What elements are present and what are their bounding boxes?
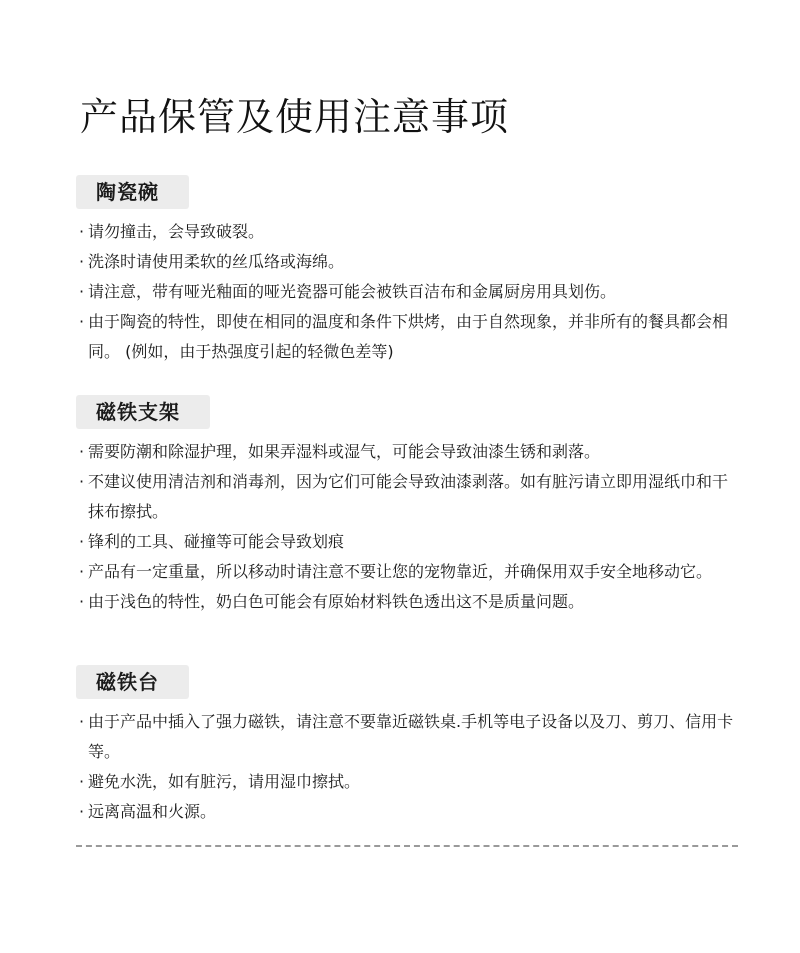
list-item — [76, 587, 736, 617]
item-text: 产品有一定重量，所以移动时请注意不要让您的宠物靠近，并确保用双手安全地移动它。 — [88, 562, 713, 581]
section-magnet-table — [76, 665, 736, 827]
list-item — [76, 217, 736, 247]
item-list — [76, 437, 736, 617]
list-item — [76, 307, 736, 367]
bullet: · — [79, 472, 85, 491]
bullet: · — [79, 772, 85, 791]
bullet: · — [79, 532, 85, 551]
list-item — [76, 767, 736, 797]
list-item — [76, 707, 736, 767]
item-text: 远离高温和火源。 — [88, 802, 217, 821]
item-text: 请注意，带有哑光釉面的哑光瓷器可能会被铁百洁布和金属厨房用具划伤。 — [88, 282, 617, 301]
section-heading: 磁铁支架 — [76, 395, 210, 429]
list-item — [76, 277, 736, 307]
bullet: · — [79, 222, 85, 241]
list-item — [76, 557, 736, 587]
item-text: 需要防潮和除湿护理，如果弄湿料或湿气，可能会导致油漆生锈和剥落。 — [88, 442, 601, 461]
item-text: 避免水洗，如有脏污，请用湿巾擦拭。 — [88, 772, 361, 791]
item-text: 锋利的工具、碰撞等可能会导致划痕 — [88, 532, 345, 551]
item-list — [76, 707, 736, 827]
section-heading: 磁铁台 — [76, 665, 189, 699]
list-item — [76, 797, 736, 827]
bullet: · — [79, 712, 85, 731]
item-text: 由于陶瓷的特性，即使在相同的温度和条件下烘烤，由于自然现象，并非所有的餐具都会相同。 (例如，由于热强度引起的轻微色差等) — [88, 312, 729, 361]
list-item — [76, 247, 736, 277]
item-text: 洗涤时请使用柔软的丝瓜络或海绵。 — [88, 252, 345, 271]
bullet: · — [79, 282, 85, 301]
bullet: · — [79, 592, 85, 611]
bullet: · — [79, 562, 85, 581]
dashed-divider — [76, 845, 738, 847]
item-text: 请勿撞击，会导致破裂。 — [88, 222, 265, 241]
bullet: · — [79, 802, 85, 821]
section-magnet-stand — [76, 395, 736, 617]
list-item — [76, 527, 736, 557]
bullet: · — [79, 442, 85, 461]
list-item — [76, 467, 736, 527]
page-title: 产品保管及使用注意事项 — [80, 95, 510, 139]
item-text: 不建议使用清洁剂和消毒剂，因为它们可能会导致油漆剥落。如有脏污请立即用湿纸巾和干抹布擦拭。 — [88, 472, 729, 521]
section-ceramic-bowl — [76, 175, 736, 367]
item-text: 由于浅色的特性，奶白色可能会有原始材料铁色透出这不是质量问题。 — [88, 592, 585, 611]
bullet: · — [79, 252, 85, 271]
item-text: 由于产品中插入了强力磁铁，请注意不要靠近磁铁桌.手机等电子设备以及刀、剪刀、信用卡等。 — [88, 712, 734, 761]
list-item — [76, 437, 736, 467]
section-heading: 陶瓷碗 — [76, 175, 189, 209]
item-list — [76, 217, 736, 367]
bullet: · — [79, 312, 85, 331]
